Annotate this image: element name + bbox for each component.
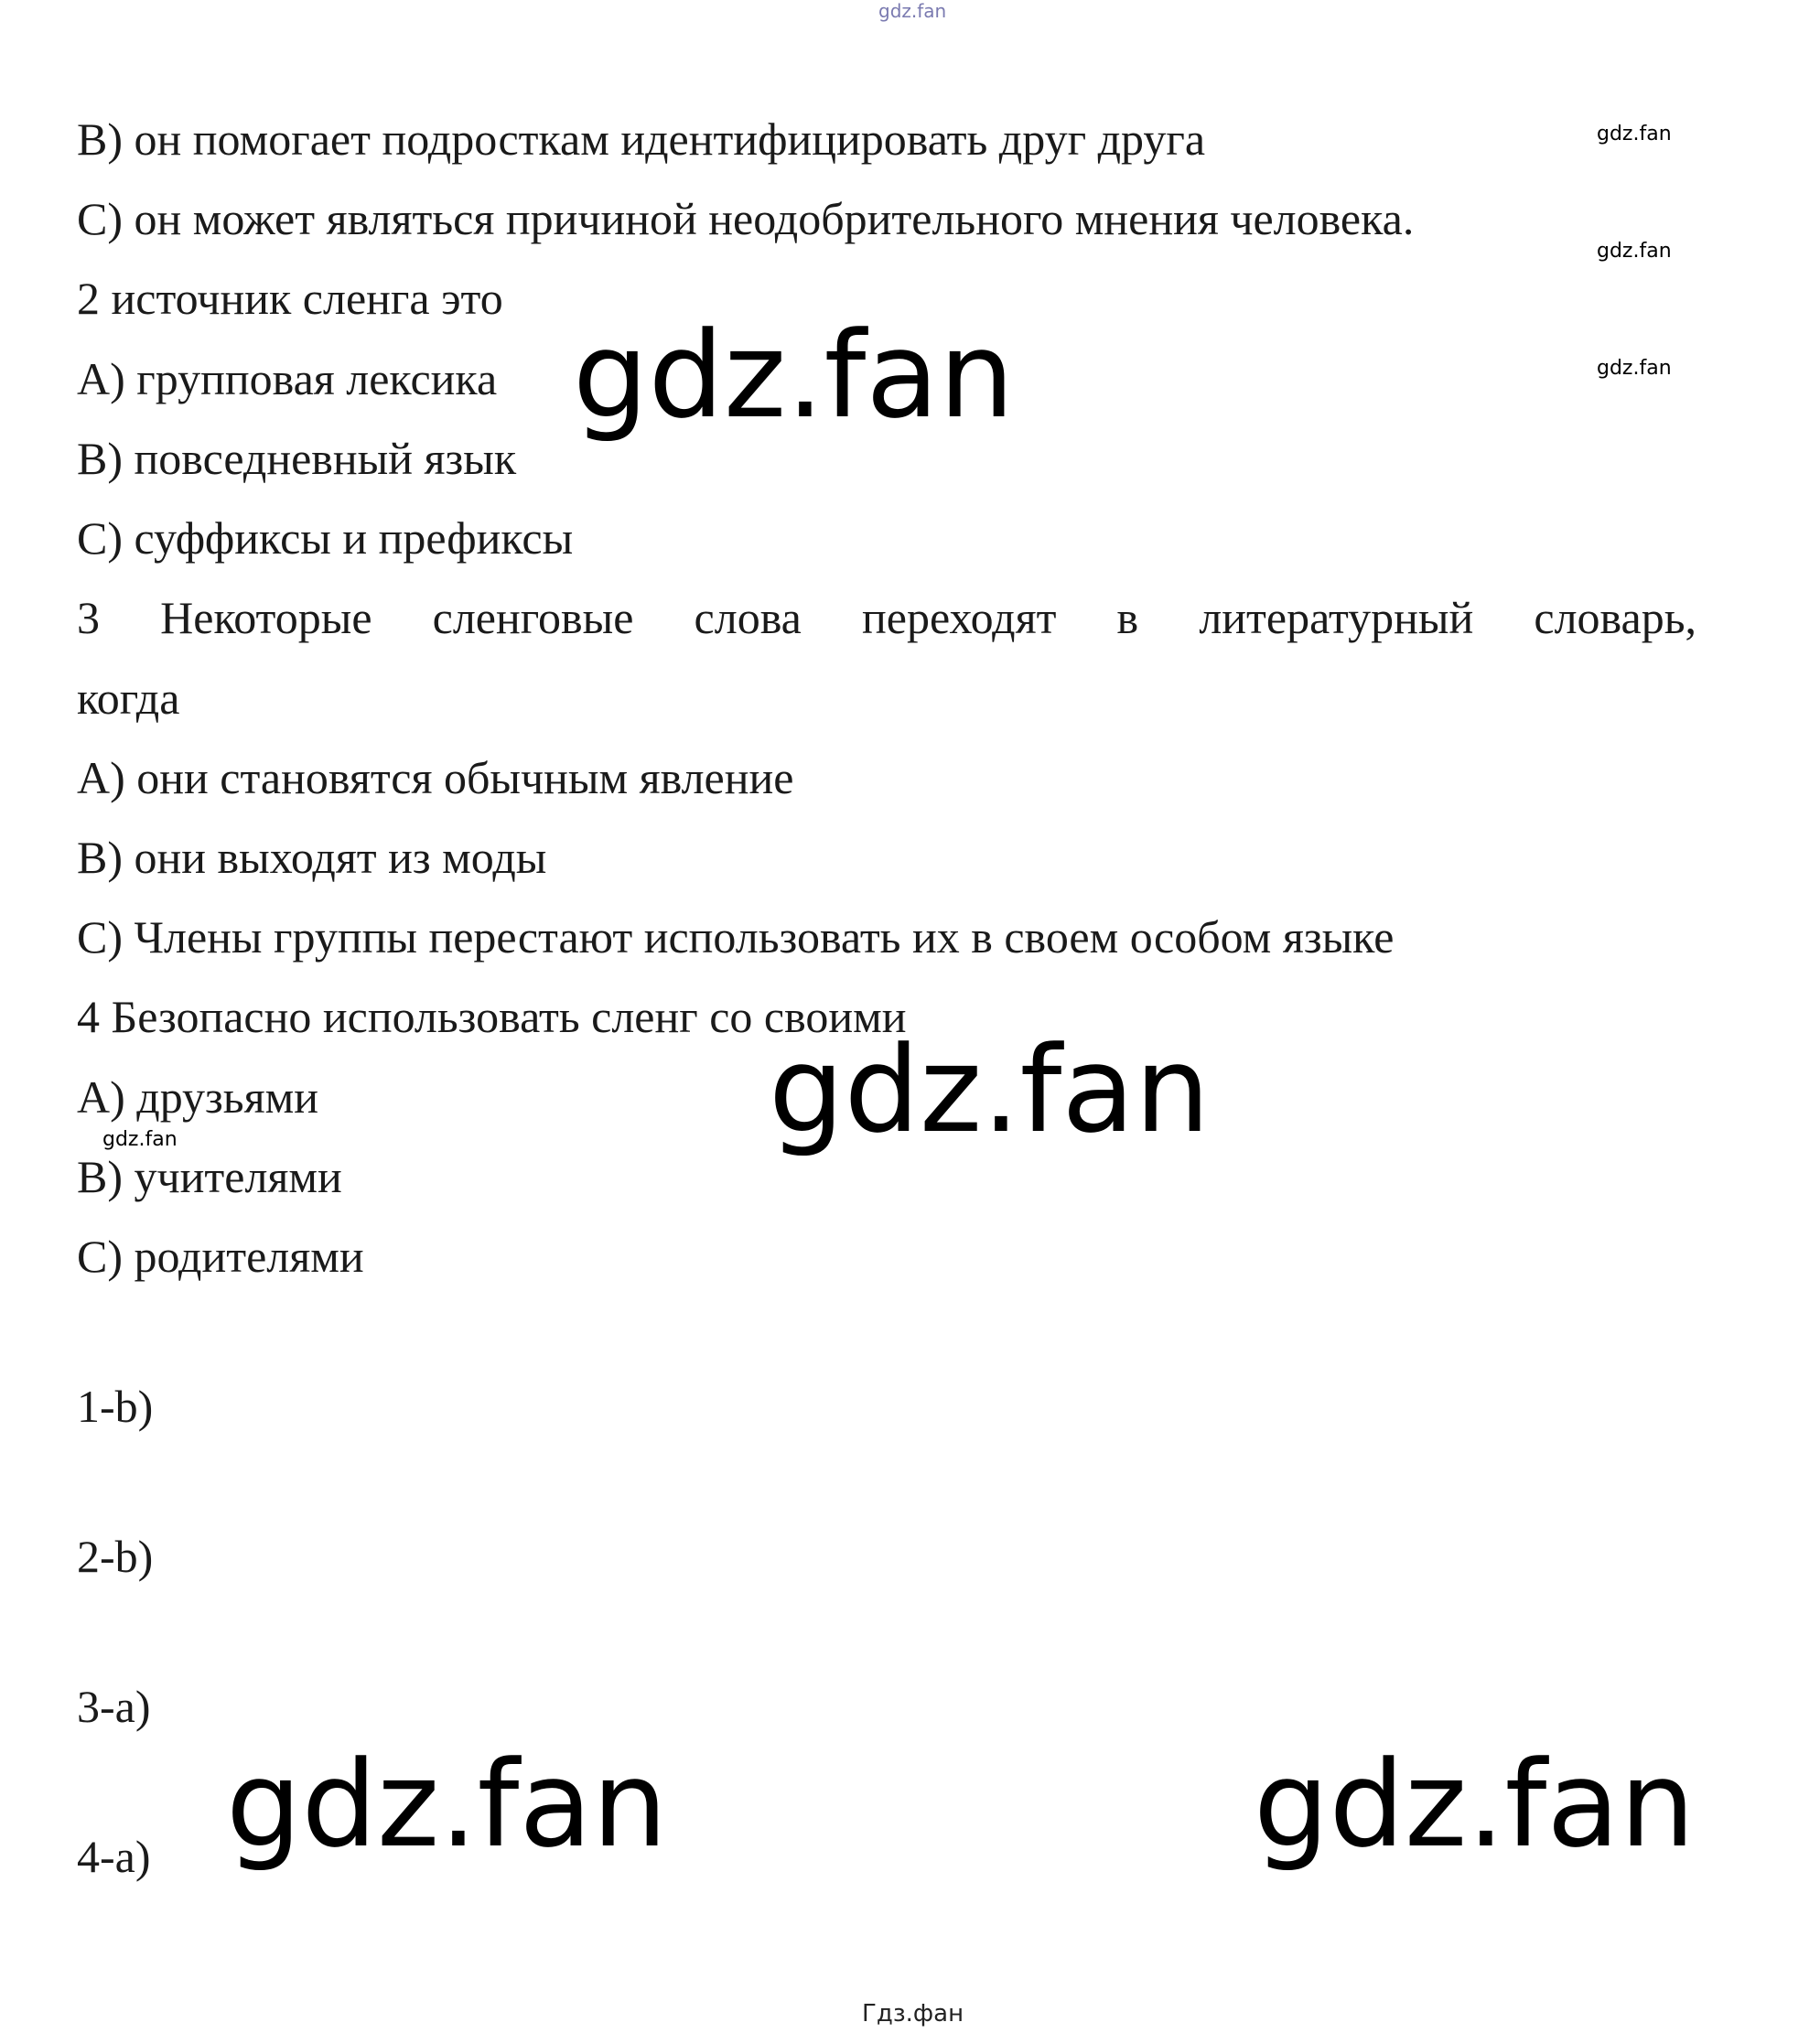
watermark-small: gdz.fan — [1597, 240, 1672, 263]
question-line: 2 источник сленга это — [77, 273, 503, 324]
option-line: C) суффиксы и префиксы — [77, 512, 574, 564]
answer-line: 1-b) — [77, 1381, 154, 1432]
option-line: C) он может являться причиной неодобрительного мнения человека. — [77, 193, 1415, 244]
answer-line: 2-b) — [77, 1531, 154, 1582]
watermark-small: gdz.fan — [102, 1128, 178, 1151]
question-line: 3 Некоторые сленговые слова переходят в литературный словарь, — [77, 592, 1696, 643]
watermark-big: gdz.fan — [226, 1735, 668, 1874]
option-line: C) родителями — [77, 1231, 364, 1282]
option-line: A) они становятся обычным явление — [77, 752, 794, 803]
option-line: C) Члены группы перестают использовать их в своем особом языке — [77, 911, 1395, 963]
answer-line: 4-a) — [77, 1831, 151, 1882]
option-line: B) он помогает подросткам идентифицировать друг друга — [77, 113, 1206, 165]
question-line-continued: когда — [77, 672, 180, 724]
watermark-small: gdz.fan — [1597, 123, 1672, 145]
footer-watermark: Гдз.фан — [862, 2000, 964, 2028]
watermark-big: gdz.fan — [573, 306, 1015, 445]
option-line: B) повседневный язык — [77, 433, 517, 484]
option-line: A) друзьями — [77, 1071, 318, 1123]
watermark-small: gdz.fan — [1597, 357, 1672, 380]
option-line: A) групповая лексика — [77, 353, 498, 404]
answer-line: 3-a) — [77, 1681, 151, 1732]
watermark-big: gdz.fan — [769, 1020, 1211, 1159]
option-line: B) они выходят из моды — [77, 832, 547, 883]
top-watermark: gdz.fan — [878, 0, 947, 22]
watermark-big: gdz.fan — [1254, 1735, 1696, 1874]
question-line: 4 Безопасно использовать сленг со своими — [77, 991, 907, 1042]
option-line: B) учителями — [77, 1151, 342, 1202]
